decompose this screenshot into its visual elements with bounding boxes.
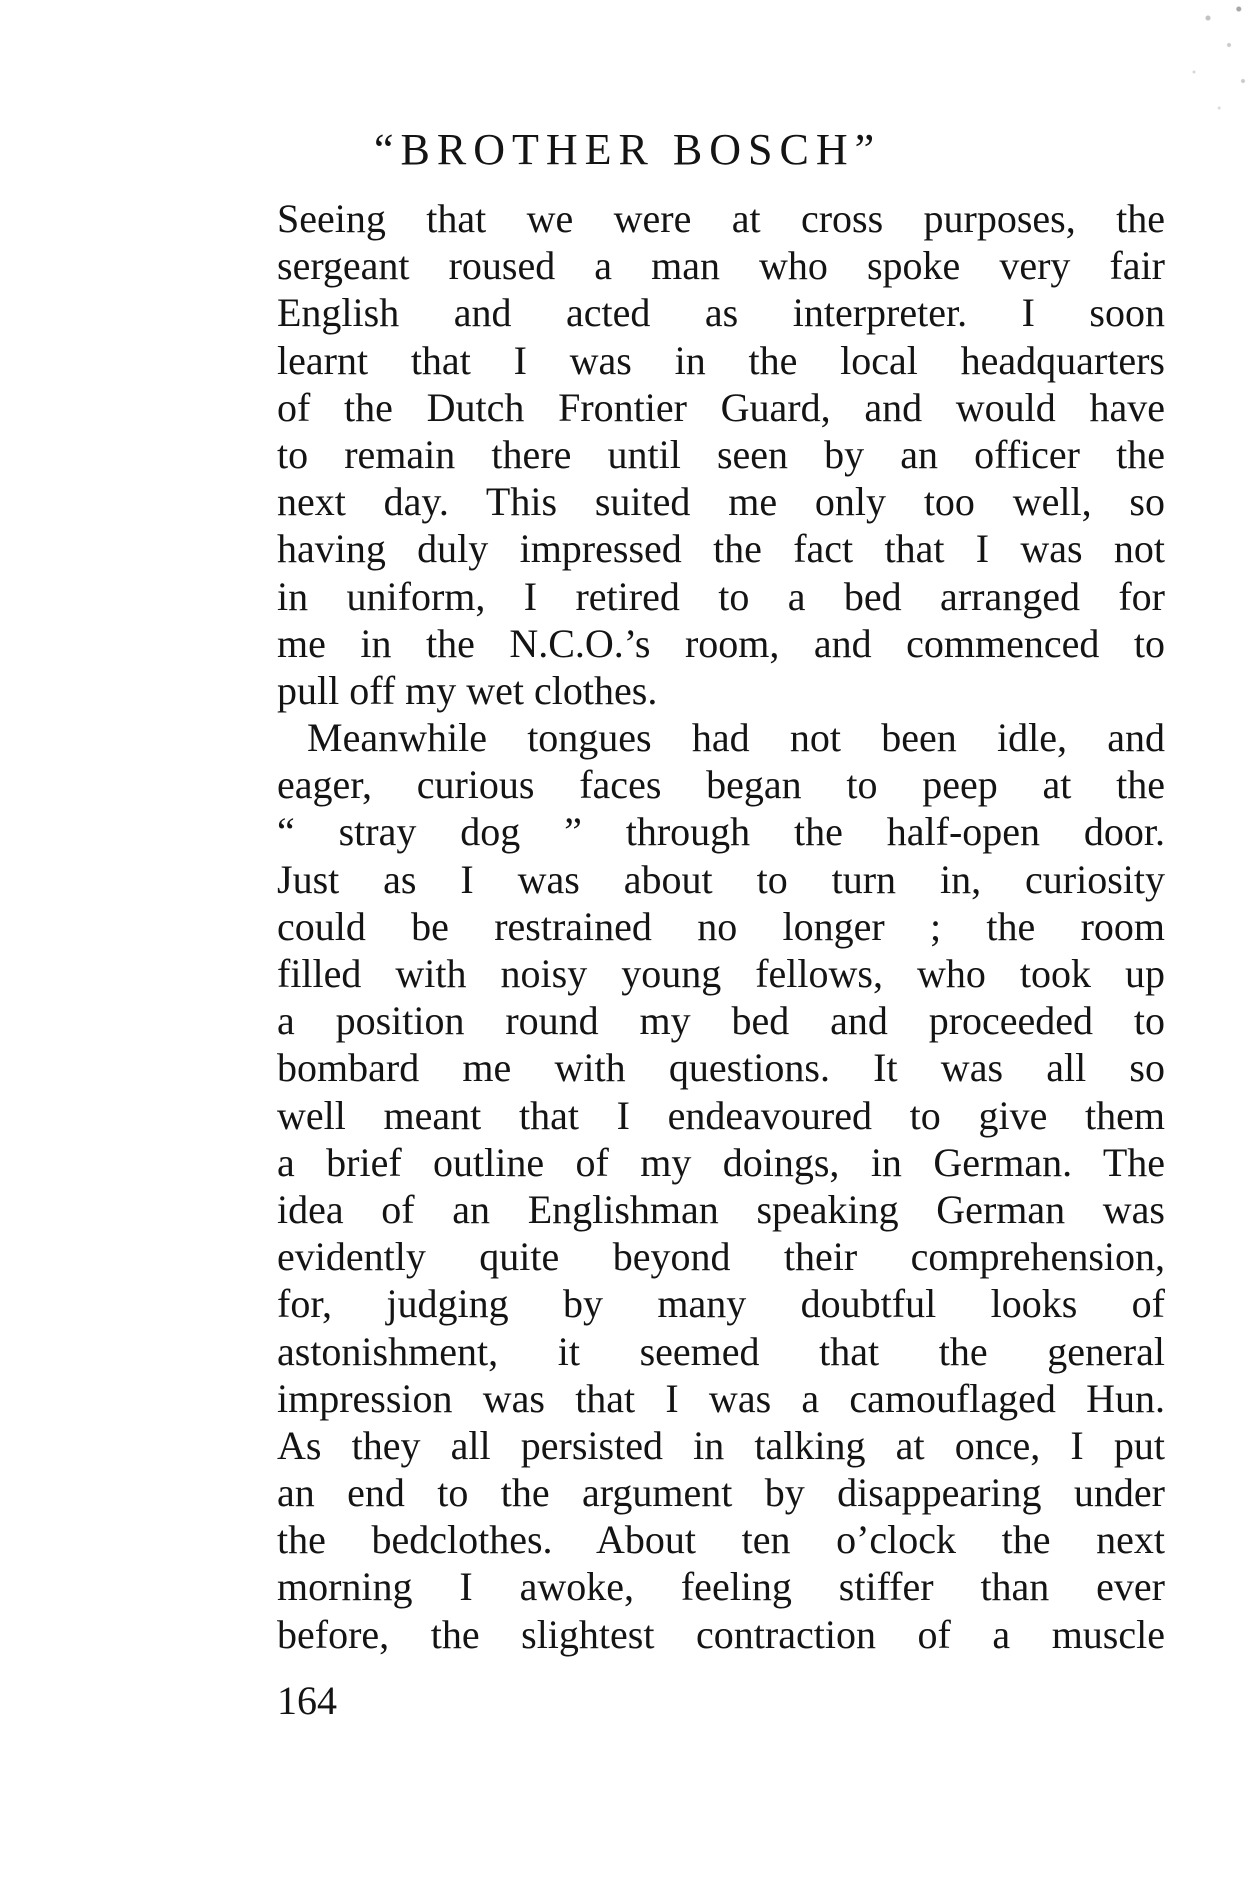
text-line: could be restrained no longer ; the room (277, 903, 1165, 949)
text-line: in uniform, I retired to a bed arranged for (277, 573, 1165, 619)
text-line: Meanwhile tongues had not been idle, and (307, 715, 1165, 761)
text-line: to remain there until seen by an officer the (277, 431, 1165, 477)
text-line: having duly impressed the fact that I was not (277, 526, 1165, 572)
text-line: Seeing that we were at cross purposes, the (277, 196, 1165, 241)
page-number: 164 (277, 1678, 337, 1723)
text-line: English and acted as interpreter. I soon (277, 290, 1165, 336)
text-line: bombard me with questions. It was all so (277, 1045, 1165, 1091)
text-line: before, the slightest contraction of a muscle (277, 1611, 1165, 1657)
text-line: the bedclothes. About ten o’clock the next (277, 1517, 1165, 1563)
text-line: a position round my bed and proceeded to (277, 998, 1165, 1044)
text-line: Just as I was about to turn in, curiosity (277, 856, 1165, 902)
text-line: morning I awoke, feeling stiffer than ever (277, 1564, 1165, 1610)
text-line: impression was that I was a camouflaged Hun. (277, 1375, 1165, 1421)
text-line: me in the N.C.O.’s room, and commenced to (277, 620, 1165, 666)
text-line: for, judging by many doubtful looks of (277, 1281, 1165, 1327)
text-line: eager, curious faces began to peep at the (277, 762, 1165, 808)
text-line: well meant that I endeavoured to give them (277, 1092, 1165, 1138)
text-line: pull off my wet clothes. (277, 667, 658, 713)
text-line: idea of an Englishman speaking German was (277, 1186, 1165, 1232)
text-line: learnt that I was in the local headquarters (277, 337, 1165, 383)
text-line: next day. This suited me only too well, so (277, 479, 1165, 525)
text-line: filled with noisy young fellows, who took up (277, 951, 1165, 996)
body-text (277, 195, 1165, 1658)
paragraph (277, 714, 1165, 1658)
paragraph (277, 195, 1165, 714)
running-head: “BROTHER BOSCH” (374, 125, 882, 174)
text-line: an end to the argument by disappearing under (277, 1470, 1165, 1516)
scan-noise (1110, 0, 1250, 180)
text-line: “ stray dog ” through the half-open door. (277, 809, 1165, 855)
text-line: sergeant roused a man who spoke very fair (277, 243, 1165, 289)
text-line: of the Dutch Frontier Guard, and would have (277, 384, 1165, 430)
text-line: evidently quite beyond their comprehension, (277, 1234, 1165, 1280)
text-line: As they all persisted in talking at once, I put (277, 1422, 1165, 1468)
text-line: astonishment, it seemed that the general (277, 1328, 1165, 1374)
text-line: a brief outline of my doings, in German. The (277, 1139, 1165, 1185)
